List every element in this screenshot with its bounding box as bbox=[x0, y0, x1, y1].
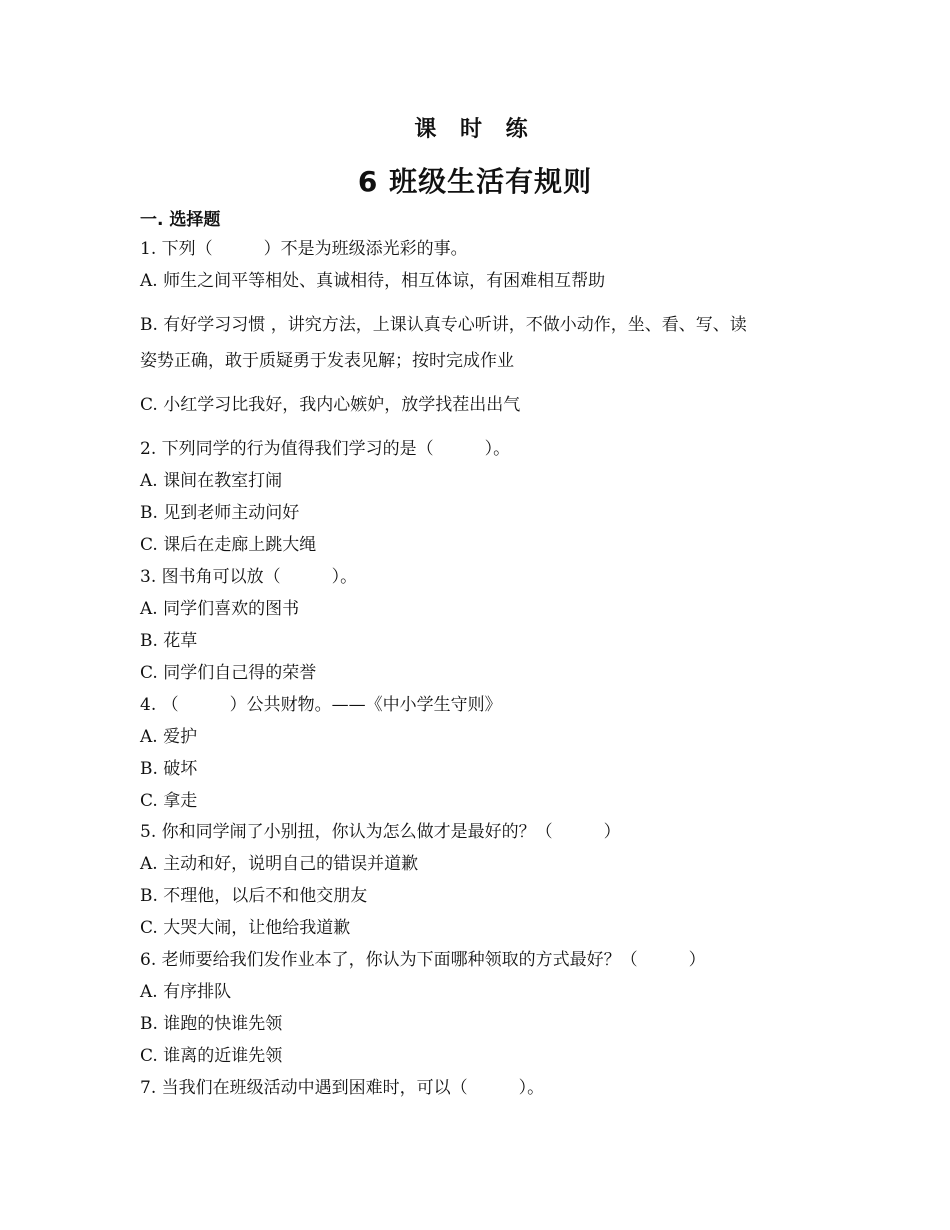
option-3c: C. 同学们自己得的荣誉 bbox=[140, 663, 317, 683]
document-title: 课 时 练 bbox=[414, 117, 536, 142]
question-1: 1. 下列（ ）不是为班级添光彩的事。 bbox=[140, 239, 468, 259]
section-heading: 一. 选择题 bbox=[140, 210, 221, 230]
option-3a: A. 同学们喜欢的图书 bbox=[140, 599, 300, 619]
option-1a: A. 师生之间平等相处、真诚相待，相互体谅，有困难相互帮助 bbox=[140, 271, 606, 291]
lesson-title: 6 班级生活有规则 bbox=[357, 165, 593, 198]
option-5a: A. 主动和好，说明自己的错误并道歉 bbox=[140, 854, 419, 874]
option-4c: C. 拿走 bbox=[140, 791, 198, 811]
option-1c: C. 小红学习比我好，我内心嫉妒，放学找茬出出气 bbox=[140, 395, 521, 415]
question-5: 5. 你和同学闹了小别扭，你认为怎么做才是最好的？（ ） bbox=[140, 822, 621, 842]
option-1b: B. 有好学习习惯 ，讲究方法，上课认真专心听讲，不做小动作，坐、看、写、读 bbox=[140, 315, 747, 335]
question-3: 3. 图书角可以放（ ）。 bbox=[140, 567, 358, 587]
option-5b: B. 不理他，以后不和他交朋友 bbox=[140, 886, 368, 906]
option-6c: C. 谁离的近谁先领 bbox=[140, 1046, 283, 1066]
question-2: 2. 下列同学的行为值得我们学习的是（ ）。 bbox=[140, 439, 511, 459]
option-2c: C. 课后在走廊上跳大绳 bbox=[140, 535, 317, 555]
question-4: 4. （ ）公共财物。——《中小学生守则》 bbox=[140, 695, 502, 715]
option-5c: C. 大哭大闹，让他给我道歉 bbox=[140, 918, 351, 938]
question-7: 7. 当我们在班级活动中遇到困难时，可以（ ）。 bbox=[140, 1078, 545, 1098]
question-6: 6. 老师要给我们发作业本了，你认为下面哪种领取的方式最好？（ ） bbox=[140, 950, 706, 970]
option-6b: B. 谁跑的快谁先领 bbox=[140, 1014, 283, 1034]
option-1b-cont: 姿势正确，敢于质疑勇于发表见解；按时完成作业 bbox=[140, 351, 514, 371]
option-2b: B. 见到老师主动问好 bbox=[140, 503, 300, 523]
option-2a: A. 课间在教室打闹 bbox=[140, 471, 283, 491]
option-4a: A. 爱护 bbox=[140, 727, 198, 747]
option-4b: B. 破坏 bbox=[140, 759, 198, 779]
option-6a: A. 有序排队 bbox=[140, 982, 232, 1002]
option-3b: B. 花草 bbox=[140, 631, 198, 651]
